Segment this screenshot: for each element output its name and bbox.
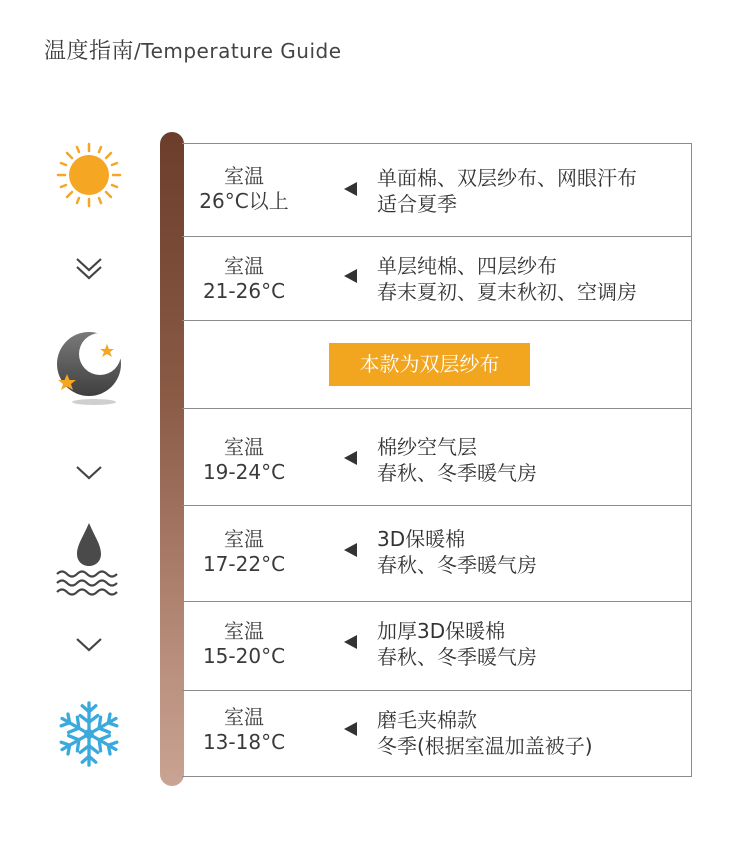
- moon-stars-icon: [54, 326, 124, 408]
- desc-line: 冬季(根据室温加盖被子): [377, 734, 593, 758]
- desc-line: 单面棉、双层纱布、网眼汗布: [377, 166, 637, 190]
- desc-line: 春末夏初、夏末秋初、空调房: [377, 280, 637, 304]
- title-en: /Temperature Guide: [134, 39, 342, 63]
- table-row: [182, 320, 691, 408]
- desc-line: 棉纱空气层: [377, 435, 477, 459]
- temp-label: 室温: [224, 619, 264, 643]
- temp-label: 室温: [224, 254, 264, 278]
- desc-line: 春秋、冬季暖气房: [377, 553, 537, 577]
- table-row: [182, 408, 691, 505]
- temp-cell: [182, 254, 306, 304]
- double-chevron-down-icon: [74, 254, 104, 284]
- desc-cell: [377, 526, 537, 578]
- chevron-down-icon: [74, 630, 104, 660]
- arrow-left-icon: [344, 451, 357, 465]
- temp-cell: [182, 705, 306, 755]
- temp-cell: [182, 164, 306, 214]
- arrow-left-icon: [344, 543, 357, 557]
- desc-cell: [377, 434, 537, 486]
- desc-line: 春秋、冬季暖气房: [377, 645, 537, 669]
- temp-label: 室温: [224, 435, 264, 459]
- desc-line: 3D保暖棉: [377, 527, 466, 551]
- desc-line: 磨毛夹棉款: [377, 708, 477, 732]
- table-row: [182, 601, 691, 690]
- desc-cell: [377, 253, 637, 305]
- desc-line: 加厚3D保暖棉: [377, 619, 506, 643]
- temp-cell: [182, 619, 306, 669]
- desc-line: 单层纯棉、四层纱布: [377, 254, 557, 278]
- arrow-left-icon: [344, 635, 357, 649]
- table-row: [182, 505, 691, 601]
- arrow-left-icon: [344, 182, 357, 196]
- temp-range: 15-20°C: [202, 644, 286, 668]
- temp-range: 21-26°C: [202, 279, 286, 303]
- page-title: [44, 34, 342, 65]
- temp-label: 室温: [224, 705, 264, 729]
- arrow-left-icon: [344, 722, 357, 736]
- temp-range: 19-24°C: [202, 460, 286, 484]
- temp-range: 13-18°C: [202, 730, 286, 754]
- table-row: [182, 690, 691, 777]
- desc-line: 春秋、冬季暖气房: [377, 461, 537, 485]
- desc-cell: [377, 707, 593, 759]
- desc-line: 适合夏季: [377, 192, 457, 216]
- table-row: [182, 236, 691, 320]
- table-row: [182, 144, 691, 237]
- desc-cell: [377, 165, 637, 217]
- temp-label: 室温: [224, 527, 264, 551]
- temp-cell: [182, 435, 306, 485]
- temp-cell: [182, 527, 306, 577]
- fabric-badge: 本款为双层纱布: [329, 343, 530, 386]
- snowflake-icon: [54, 698, 124, 770]
- arrow-left-icon: [344, 269, 357, 283]
- desc-cell: [377, 618, 537, 670]
- temperature-table: [182, 143, 692, 777]
- water-drop-waves-icon: [54, 520, 124, 596]
- chevron-down-icon: [74, 458, 104, 488]
- sun-icon: [56, 142, 122, 208]
- temp-label: 室温: [224, 164, 264, 188]
- temp-range: 26°C以上: [199, 189, 289, 213]
- temp-range: 17-22°C: [202, 552, 286, 576]
- title-cn: 温度指南: [44, 39, 135, 64]
- temperature-gradient-bar: [160, 132, 184, 786]
